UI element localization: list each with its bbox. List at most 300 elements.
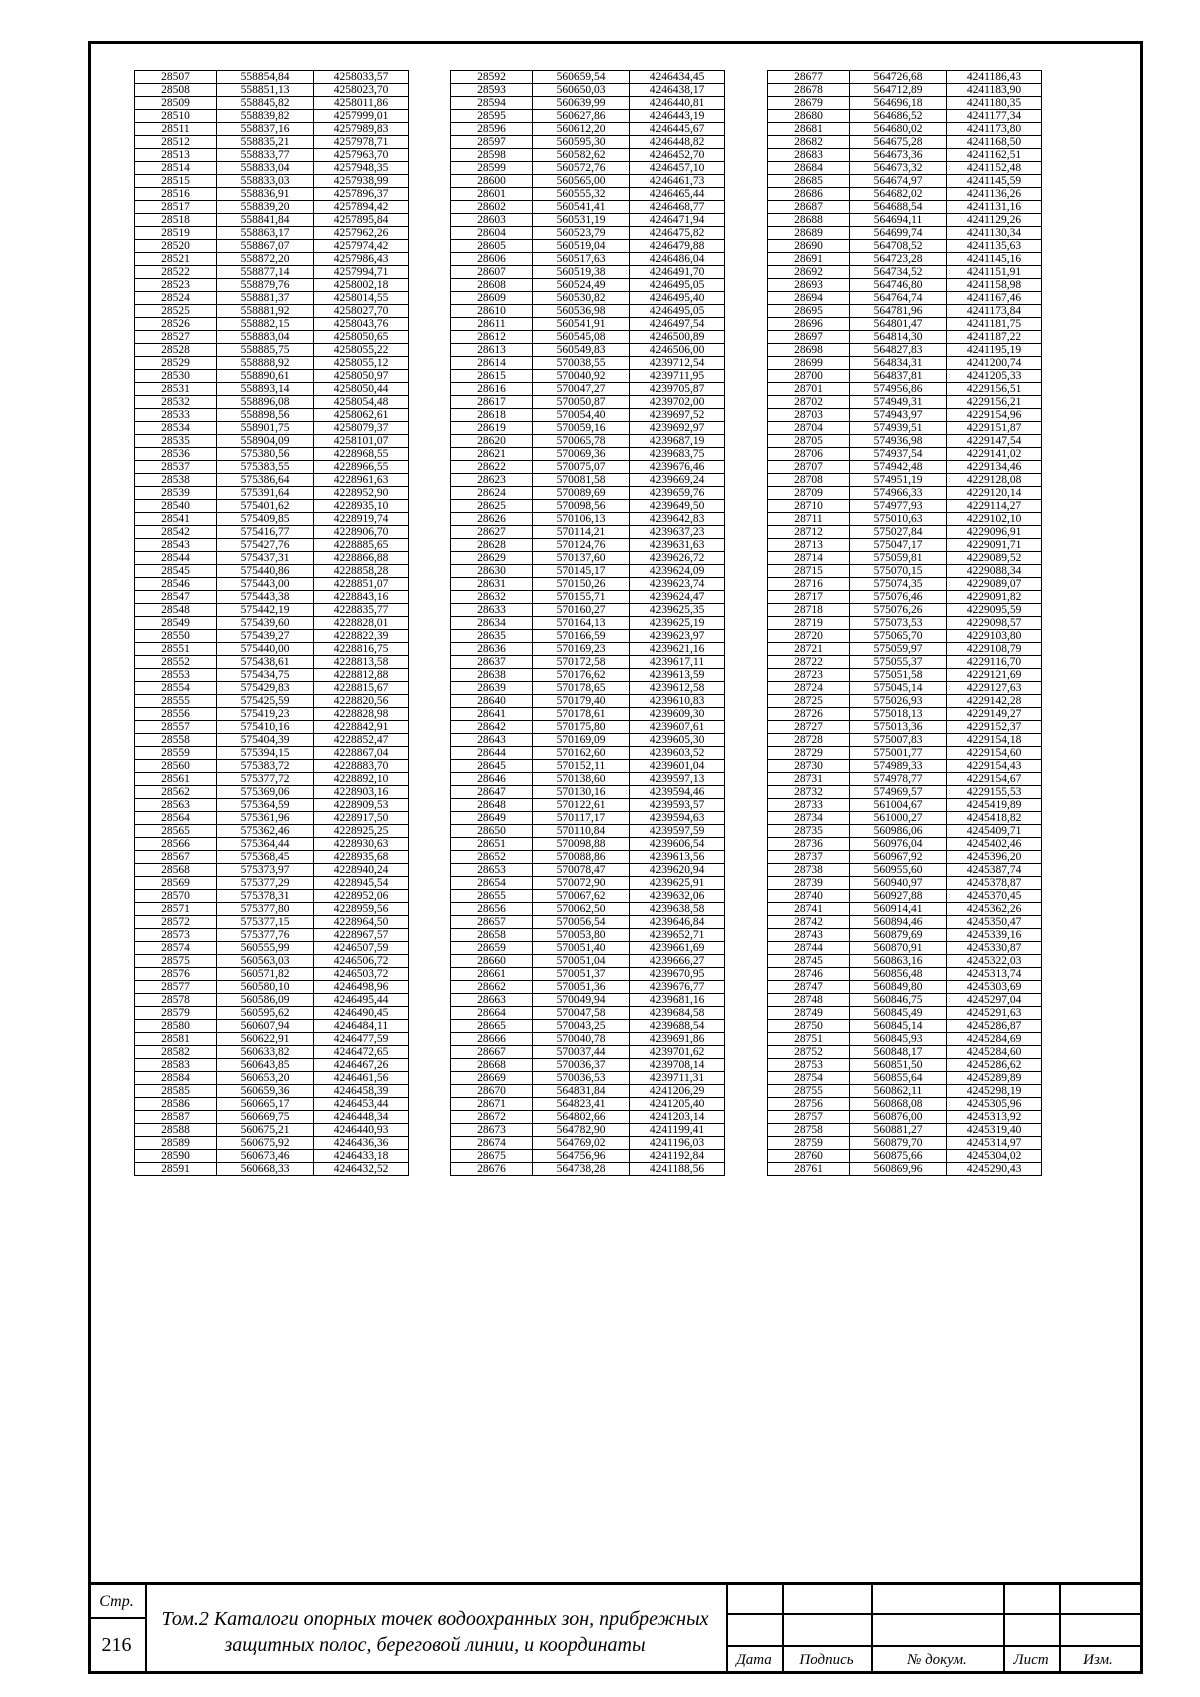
table-row [135,760,409,773]
coordinate-x: 560549,83 [533,344,630,357]
table-row [451,1085,725,1098]
coordinate-y: 4245290,43 [947,1163,1042,1176]
table-row [135,630,409,643]
point-number: 28725 [768,695,850,708]
table-row [135,422,409,435]
coordinate-y: 4241136,26 [947,188,1042,201]
coordinate-x: 570036,37 [533,1059,630,1072]
table-row [768,760,1042,773]
coordinate-x: 561004,67 [850,799,947,812]
coordinate-y: 4229095,59 [947,604,1042,617]
point-number: 28675 [451,1150,533,1163]
coordinate-x: 570051,36 [533,981,630,994]
coordinate-x: 570176,62 [533,669,630,682]
coordinate-x: 564680,02 [850,123,947,136]
coordinate-y: 4228952,90 [314,487,409,500]
table-row [451,370,725,383]
point-number: 28625 [451,500,533,513]
coordinate-y: 4246500,89 [630,331,725,344]
point-number: 28741 [768,903,850,916]
point-number: 28694 [768,292,850,305]
coordinate-y: 4228961,63 [314,474,409,487]
coordinate-y: 4239692,97 [630,422,725,435]
coordinate-x: 575383,55 [217,461,314,474]
coordinate-x: 560565,00 [533,175,630,188]
coordinate-x: 560639,99 [533,97,630,110]
point-number: 28626 [451,513,533,526]
coordinate-y: 4246440,93 [314,1124,409,1137]
coordinate-x: 560563,03 [217,955,314,968]
coordinate-table-3 [767,70,1042,1176]
coordinate-y: 4239691,86 [630,1033,725,1046]
coordinate-y: 4239642,83 [630,513,725,526]
point-number: 28713 [768,539,850,552]
table-row [768,812,1042,825]
point-number: 28608 [451,279,533,292]
coordinate-y: 4228885,65 [314,539,409,552]
point-number: 28736 [768,838,850,851]
coordinate-x: 564673,32 [850,162,947,175]
coordinate-y: 4246507,59 [314,942,409,955]
table-row [135,695,409,708]
coordinate-x: 570169,23 [533,643,630,656]
table-row [135,591,409,604]
coordinate-x: 575045,14 [850,682,947,695]
coordinate-x: 575410,16 [217,721,314,734]
point-number: 28686 [768,188,850,201]
coordinate-x: 560555,99 [217,942,314,955]
point-number: 28615 [451,370,533,383]
coordinate-x: 570124,76 [533,539,630,552]
coordinate-y: 4239605,30 [630,734,725,747]
table-row [135,669,409,682]
coordinate-y: 4246440,81 [630,97,725,110]
table-row [768,799,1042,812]
point-number: 28537 [135,461,217,474]
coordinate-y: 4246461,56 [314,1072,409,1085]
coordinate-y: 4246495,40 [630,292,725,305]
coordinate-x: 570150,26 [533,578,630,591]
table-row [451,1072,725,1085]
coordinate-x: 564734,52 [850,266,947,279]
point-number: 28525 [135,305,217,318]
coordinate-y: 4239601,04 [630,760,725,773]
table-row [768,1007,1042,1020]
table-row [135,1020,409,1033]
coordinate-x: 570122,61 [533,799,630,812]
table-row [768,825,1042,838]
point-number: 28735 [768,825,850,838]
table-row [451,97,725,110]
point-number: 28672 [451,1111,533,1124]
coordinate-x: 575440,00 [217,643,314,656]
coordinate-y: 4228815,67 [314,682,409,695]
point-number: 28511 [135,123,217,136]
coordinate-x: 560848,17 [850,1046,947,1059]
table-row [451,1098,725,1111]
table-row [768,123,1042,136]
table-row [451,292,725,305]
coordinate-y: 4246461,73 [630,175,725,188]
table-row [135,331,409,344]
coordinate-y: 4239637,23 [630,526,725,539]
coordinate-x: 575443,00 [217,578,314,591]
table-row [451,422,725,435]
point-number: 28568 [135,864,217,877]
coordinate-y: 4246479,88 [630,240,725,253]
table-row [135,1033,409,1046]
coordinate-y: 4246471,94 [630,214,725,227]
point-number: 28676 [451,1163,533,1176]
point-number: 28513 [135,149,217,162]
table-row [451,1033,725,1046]
coordinate-y: 4241158,98 [947,279,1042,292]
coordinate-y: 4245284,69 [947,1033,1042,1046]
coordinate-x: 560545,08 [533,331,630,344]
table-row [451,578,725,591]
coordinate-x: 575377,15 [217,916,314,929]
coordinate-y: 4245322,03 [947,955,1042,968]
coordinate-x: 560586,09 [217,994,314,1007]
table-row [135,708,409,721]
point-number: 28586 [135,1098,217,1111]
coordinate-x: 560536,98 [533,305,630,318]
point-number: 28508 [135,84,217,97]
point-number: 28668 [451,1059,533,1072]
point-number: 28674 [451,1137,533,1150]
coordinate-x: 564781,96 [850,305,947,318]
point-number: 28724 [768,682,850,695]
coordinate-x: 564674,97 [850,175,947,188]
point-number: 28552 [135,656,217,669]
coordinate-y: 4228959,56 [314,903,409,916]
coordinate-x: 560862,11 [850,1085,947,1098]
point-number: 28624 [451,487,533,500]
point-number: 28733 [768,799,850,812]
table-row [768,175,1042,188]
point-number: 28578 [135,994,217,1007]
coordinate-y: 4229114,27 [947,500,1042,513]
table-row [768,708,1042,721]
point-number: 28729 [768,747,850,760]
point-number: 28553 [135,669,217,682]
table-row [768,1059,1042,1072]
coordinate-y: 4241130,34 [947,227,1042,240]
point-number: 28612 [451,331,533,344]
coordinate-x: 560571,82 [217,968,314,981]
coordinate-x: 560519,04 [533,240,630,253]
coordinate-y: 4245378,87 [947,877,1042,890]
coordinate-x: 575386,64 [217,474,314,487]
coordinate-x: 575380,56 [217,448,314,461]
table-row [135,1072,409,1085]
table-row [451,435,725,448]
table-row [768,877,1042,890]
point-number: 28542 [135,526,217,539]
point-number: 28744 [768,942,850,955]
point-number: 28630 [451,565,533,578]
table-row [135,1046,409,1059]
coordinate-y: 4257894,42 [314,201,409,214]
point-number: 28734 [768,812,850,825]
point-number: 28721 [768,643,850,656]
point-number: 28554 [135,682,217,695]
coordinate-y: 4239613,56 [630,851,725,864]
point-number: 28642 [451,721,533,734]
coordinate-x: 560595,30 [533,136,630,149]
coordinate-y: 4258011,86 [314,97,409,110]
coordinate-y: 4239617,11 [630,656,725,669]
point-number: 28681 [768,123,850,136]
coordinate-y: 4246477,59 [314,1033,409,1046]
coordinate-x: 560519,38 [533,266,630,279]
coordinate-y: 4258002,18 [314,279,409,292]
point-number: 28656 [451,903,533,916]
coordinate-x: 574989,33 [850,760,947,773]
point-number: 28581 [135,1033,217,1046]
coordinate-y: 4246506,00 [630,344,725,357]
coordinate-x: 564837,81 [850,370,947,383]
table-row [451,175,725,188]
point-number: 28738 [768,864,850,877]
table-row [768,513,1042,526]
table-row [768,240,1042,253]
table-row [135,136,409,149]
coordinate-x: 560530,82 [533,292,630,305]
coordinate-y: 4245297,04 [947,994,1042,1007]
coordinate-y: 4241177,34 [947,110,1042,123]
coordinate-y: 4241205,40 [630,1098,725,1111]
coordinate-y: 4257999,01 [314,110,409,123]
table-row [768,773,1042,786]
coordinate-y: 4245339,16 [947,929,1042,942]
coordinate-x: 560870,91 [850,942,947,955]
table-row [135,1163,409,1176]
point-number: 28558 [135,734,217,747]
table-row [768,734,1042,747]
point-number: 28596 [451,123,533,136]
coordinate-y: 4229128,08 [947,474,1042,487]
coordinate-x: 574939,51 [850,422,947,435]
table-row [135,864,409,877]
coordinate-x: 575383,72 [217,760,314,773]
coordinate-y: 4246495,05 [630,305,725,318]
coordinate-x: 575368,45 [217,851,314,864]
table-row [135,201,409,214]
coordinate-x: 564801,47 [850,318,947,331]
coordinate-y: 4239638,58 [630,903,725,916]
coordinate-y: 4246448,82 [630,136,725,149]
coordinate-x: 575377,80 [217,903,314,916]
point-number: 28518 [135,214,217,227]
coordinate-x: 560659,36 [217,1085,314,1098]
coordinate-y: 4228858,28 [314,565,409,578]
coordinate-x: 574936,98 [850,435,947,448]
coordinate-y: 4229102,10 [947,513,1042,526]
coordinate-y: 4245298,19 [947,1085,1042,1098]
coordinate-x: 570169,09 [533,734,630,747]
point-number: 28545 [135,565,217,578]
table-row [451,552,725,565]
table-row [451,487,725,500]
table-row [135,188,409,201]
point-number: 28723 [768,669,850,682]
coordinate-x: 564673,36 [850,149,947,162]
doc-number-label: № докум. [907,1651,967,1668]
table-row [768,188,1042,201]
coordinate-y: 4241152,48 [947,162,1042,175]
coordinate-x: 558839,82 [217,110,314,123]
coordinate-y: 4257963,70 [314,149,409,162]
coordinate-x: 558837,16 [217,123,314,136]
point-number: 28682 [768,136,850,149]
table-row [768,331,1042,344]
point-number: 28671 [451,1098,533,1111]
point-number: 28628 [451,539,533,552]
point-number: 28654 [451,877,533,890]
coordinate-y: 4241162,51 [947,149,1042,162]
coordinate-x: 575442,19 [217,604,314,617]
coordinate-x: 570155,71 [533,591,630,604]
table-row [768,656,1042,669]
coordinate-y: 4241195,19 [947,344,1042,357]
coordinate-y: 4258014,55 [314,292,409,305]
coordinate-y: 4229151,87 [947,422,1042,435]
table-row [135,110,409,123]
table-row [135,786,409,799]
coordinate-y: 4228813,58 [314,656,409,669]
coordinate-x: 560976,04 [850,838,947,851]
table-row [768,253,1042,266]
point-number: 28730 [768,760,850,773]
coordinate-y: 4246465,44 [630,188,725,201]
point-number: 28531 [135,383,217,396]
point-number: 28646 [451,773,533,786]
coordinate-y: 4246491,70 [630,266,725,279]
table-row [451,214,725,227]
table-row [451,656,725,669]
table-row [451,695,725,708]
coordinate-y: 4239606,54 [630,838,725,851]
coordinate-y: 4228952,06 [314,890,409,903]
coordinate-y: 4246433,18 [314,1150,409,1163]
coordinate-x: 575391,64 [217,487,314,500]
coordinate-y: 4241196,03 [630,1137,725,1150]
coordinate-y: 4229116,70 [947,656,1042,669]
table-row [451,1163,725,1176]
point-number: 28638 [451,669,533,682]
coordinate-y: 4246498,96 [314,981,409,994]
table-row [768,695,1042,708]
coordinate-y: 4241145,59 [947,175,1042,188]
coordinate-y: 4229096,91 [947,526,1042,539]
coordinate-y: 4228816,75 [314,643,409,656]
table-row [135,929,409,942]
point-number: 28689 [768,227,850,240]
coordinate-x: 560607,94 [217,1020,314,1033]
table-row [135,383,409,396]
point-number: 28692 [768,266,850,279]
point-number: 28667 [451,1046,533,1059]
point-number: 28639 [451,682,533,695]
coordinate-y: 4245330,87 [947,942,1042,955]
coordinate-x: 560851,50 [850,1059,947,1072]
coordinate-x: 570106,13 [533,513,630,526]
point-number: 28698 [768,344,850,357]
coordinate-y: 4229154,96 [947,409,1042,422]
table-row [768,929,1042,942]
table-row [135,396,409,409]
coordinate-y: 4228925,25 [314,825,409,838]
coordinate-x: 574951,19 [850,474,947,487]
point-number: 28687 [768,201,850,214]
coordinate-x: 560967,92 [850,851,947,864]
coordinate-y: 4229142,28 [947,695,1042,708]
coordinate-x: 560845,14 [850,1020,947,1033]
coordinate-x: 560894,46 [850,916,947,929]
table-row [135,526,409,539]
point-number: 28520 [135,240,217,253]
point-number: 28527 [135,331,217,344]
coordinate-y: 4239603,52 [630,747,725,760]
point-number: 28753 [768,1059,850,1072]
coordinate-x: 575047,17 [850,539,947,552]
table-row [451,955,725,968]
coordinate-x: 570072,90 [533,877,630,890]
document-title: Том.2 Каталоги опорных точек водоохранных зон, прибрежных защитных полос, береговой линии, и координаты [161,1608,709,1656]
coordinate-y: 4239681,16 [630,994,725,1007]
table-row [451,851,725,864]
point-number: 28632 [451,591,533,604]
point-number: 28610 [451,305,533,318]
table-row [451,812,725,825]
point-number: 28590 [135,1150,217,1163]
coordinate-y: 4245291,63 [947,1007,1042,1020]
point-number: 28629 [451,552,533,565]
table-row [135,344,409,357]
point-number: 28546 [135,578,217,591]
table-row [768,1020,1042,1033]
point-number: 28619 [451,422,533,435]
coordinate-y: 4241131,16 [947,201,1042,214]
point-number: 28593 [451,84,533,97]
coordinate-x: 564682,02 [850,188,947,201]
table-row [451,344,725,357]
point-number: 28670 [451,1085,533,1098]
coordinate-y: 4246506,72 [314,955,409,968]
coordinate-x: 570036,53 [533,1072,630,1085]
point-number: 28669 [451,1072,533,1085]
point-number: 28645 [451,760,533,773]
coordinate-table-1 [134,70,409,1176]
point-number: 28603 [451,214,533,227]
table-row [451,474,725,487]
table-row [768,942,1042,955]
coordinate-y: 4239670,95 [630,968,725,981]
table-row [768,318,1042,331]
coordinate-y: 4241205,33 [947,370,1042,383]
point-number: 28755 [768,1085,850,1098]
table-row [768,526,1042,539]
table-row [135,175,409,188]
coordinate-x: 570088,86 [533,851,630,864]
coordinate-y: 4229089,52 [947,552,1042,565]
coordinate-x: 560524,49 [533,279,630,292]
table-row [768,344,1042,357]
point-number: 28685 [768,175,850,188]
coordinate-y: 4258050,65 [314,331,409,344]
table-row [451,149,725,162]
